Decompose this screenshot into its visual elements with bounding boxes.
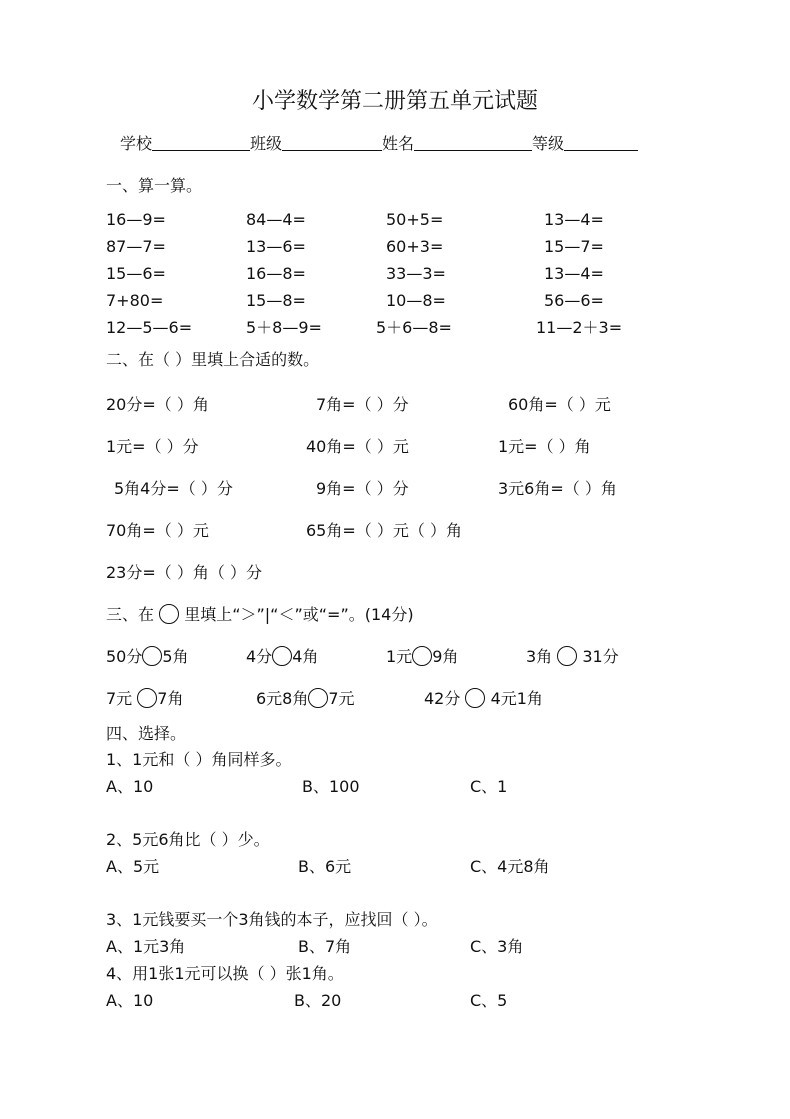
calc-item: 13—4= [544, 210, 604, 229]
fill-item: 65角=（ ）元（ ）角 [306, 521, 462, 540]
calc-item: 7+80= [106, 291, 164, 310]
option-b[interactable]: B、100 [302, 777, 360, 796]
page-title: 小学数学第二册第五单元试题 [251, 89, 538, 114]
calc-item: 87—7= [106, 237, 166, 256]
calc-item: 15—7= [544, 237, 604, 256]
section3-heading-pre: 三、在 [106, 605, 155, 624]
calc-item: 50+5= [386, 210, 444, 229]
section4-heading: 四、选择。 [106, 724, 187, 743]
grade-label: 等级 [532, 134, 565, 153]
calc-item: 5＋8—9= [246, 318, 322, 337]
option-c[interactable]: C、3角 [470, 937, 524, 956]
compare-item [386, 646, 458, 667]
calc-item: 84—4= [246, 210, 306, 229]
compare-item [424, 688, 543, 709]
option-b[interactable]: B、20 [294, 991, 342, 1010]
compare-item [106, 646, 189, 667]
compare-right: 7元 [328, 689, 355, 708]
question-text: 1、1元和（ ）角同样多。 [106, 750, 292, 769]
question-text: 4、用1张1元可以换（ ）张1角。 [106, 964, 344, 983]
compare-left: 3角 [526, 647, 553, 666]
fill-item: 3元6角=（ ）角 [498, 479, 617, 498]
question-text: 3、1元钱要买一个3角钱的本子，应找回（ ）。 [106, 910, 438, 929]
compare-right: 7角 [157, 689, 184, 708]
calc-item: 33—3= [386, 264, 446, 283]
compare-left: 1元 [386, 647, 413, 666]
fill-item: 5角4分=（ ）分 [114, 479, 233, 498]
calc-item: 15—6= [106, 264, 166, 283]
option-c[interactable]: C、5 [470, 991, 508, 1010]
compare-left: 50分 [106, 647, 143, 666]
compare-right: 5角 [162, 647, 189, 666]
fill-item: 70角=（ ）元 [106, 521, 209, 540]
fill-item: 1元=（ ）角 [498, 437, 591, 456]
calc-item: 11—2＋3= [536, 318, 623, 337]
compare-left: 7元 [106, 689, 133, 708]
calc-item: 13—6= [246, 237, 306, 256]
circle-icon [159, 604, 179, 624]
fill-item: 20分=（ ）角 [106, 395, 209, 414]
option-c[interactable]: C、4元8角 [470, 857, 550, 876]
compare-left: 6元8角 [256, 689, 309, 708]
option-a[interactable]: A、10 [106, 991, 154, 1010]
school-blank[interactable] [152, 134, 250, 151]
compare-right: 4角 [292, 647, 319, 666]
compare-right: 31分 [582, 647, 619, 666]
compare-right: 9角 [432, 647, 459, 666]
name-blank[interactable] [414, 134, 532, 151]
fill-item: 9角=（ ）分 [316, 479, 409, 498]
option-a[interactable]: A、10 [106, 777, 154, 796]
compare-left: 42分 [424, 689, 461, 708]
grade-blank[interactable] [564, 134, 638, 151]
option-b[interactable]: B、6元 [298, 857, 352, 876]
compare-item [256, 688, 355, 709]
calc-item: 13—4= [544, 264, 604, 283]
class-blank[interactable] [282, 134, 382, 151]
compare-circle[interactable] [412, 646, 432, 666]
section1-heading: 一、算一算。 [106, 176, 203, 195]
calc-item: 5＋6—8= [376, 318, 452, 337]
option-c[interactable]: C、1 [470, 777, 508, 796]
school-label: 学校 [120, 134, 153, 153]
compare-item [106, 688, 183, 709]
option-b[interactable]: B、7角 [298, 937, 352, 956]
fill-item: 23分=（ ）角（ ）分 [106, 563, 262, 582]
option-a[interactable]: A、5元 [106, 857, 160, 876]
fill-item: 60角=（ ）元 [508, 395, 611, 414]
compare-circle[interactable] [137, 688, 157, 708]
compare-right: 4元1角 [490, 689, 543, 708]
calc-item: 56—6= [544, 291, 604, 310]
fill-item: 7角=（ ）分 [316, 395, 409, 414]
calc-item: 16—8= [246, 264, 306, 283]
compare-circle[interactable] [465, 688, 485, 708]
header-info-line [120, 134, 638, 154]
calc-item: 15—8= [246, 291, 306, 310]
compare-item [246, 646, 318, 667]
section3-heading-post: 里填上“＞”|“＜”或“=”。(14分) [184, 605, 414, 624]
calc-item: 12—5—6= [106, 318, 193, 337]
question-text: 2、5元6角比（ ）少。 [106, 830, 270, 849]
compare-circle[interactable] [142, 646, 162, 666]
compare-circle[interactable] [308, 688, 328, 708]
compare-item [526, 646, 619, 667]
section2-heading: 二、在（ ）里填上合适的数。 [106, 350, 320, 369]
name-label: 姓名 [382, 134, 415, 153]
fill-item: 1元=（ ）分 [106, 437, 199, 456]
compare-circle[interactable] [272, 646, 292, 666]
class-label: 班级 [250, 134, 283, 153]
option-a[interactable]: A、1元3角 [106, 937, 186, 956]
compare-circle[interactable] [557, 646, 577, 666]
compare-left: 4分 [246, 647, 273, 666]
calc-item: 60+3= [386, 237, 444, 256]
section3-heading [106, 604, 414, 625]
calc-item: 16—9= [106, 210, 166, 229]
fill-item: 40角=（ ）元 [306, 437, 409, 456]
calc-item: 10—8= [386, 291, 446, 310]
